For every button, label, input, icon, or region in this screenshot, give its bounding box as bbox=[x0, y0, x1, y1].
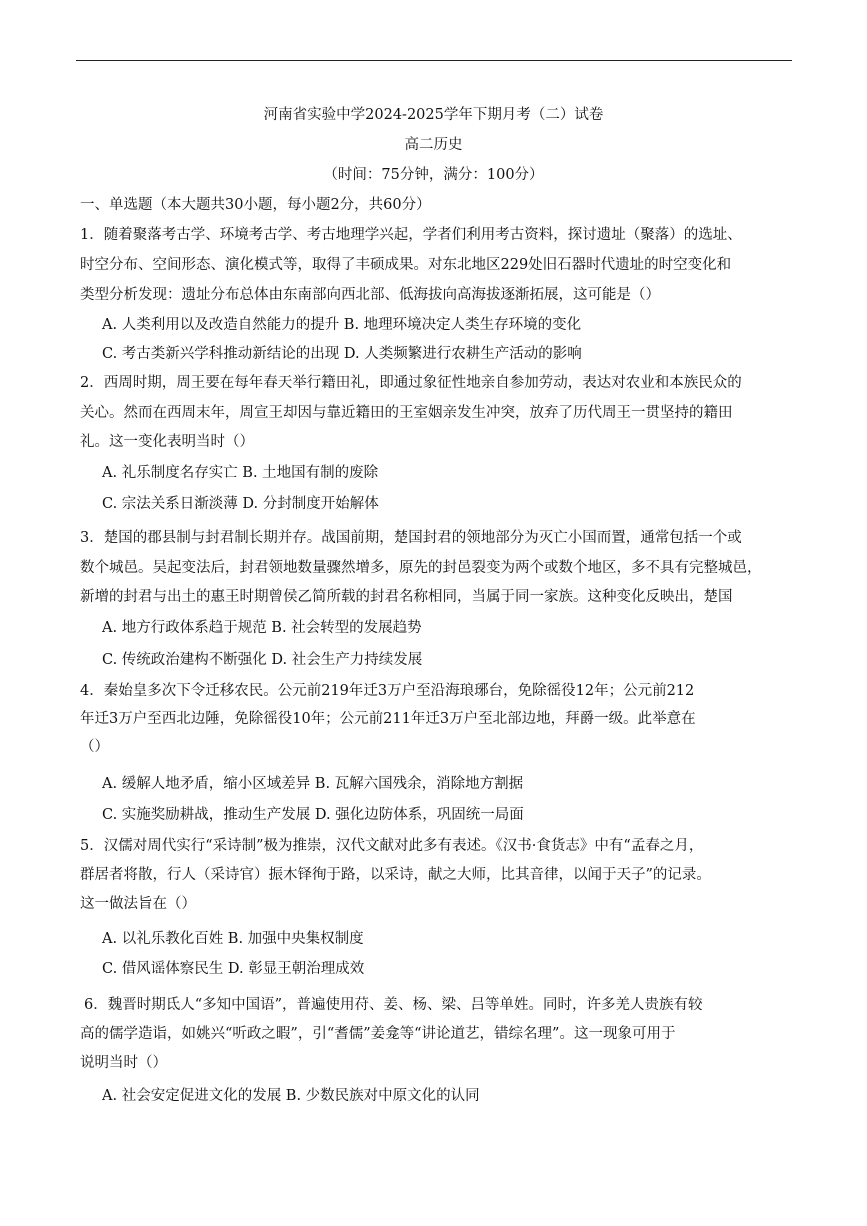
question-stem-line: 1．随着聚落考古学、环境考古学、考古地理学兴起，学者们利用考古资料，探讨遗址（聚落）的选址、 bbox=[80, 227, 742, 243]
question-stem-line: 4．秦始皇多次下令迁移农民。公元前219年迁3万户至沿海琅琊台，免除徭役12年；公元前212 bbox=[80, 683, 695, 699]
question-stem-line: 礼。这一变化表明当时（） bbox=[80, 434, 254, 450]
question-stem-line: 年迁3万户至西北边陲，免除徭役10年；公元前211年迁3万户至北部边地，拜爵一级。此举意在 bbox=[80, 711, 696, 727]
question-options-line: C. 考古类新兴学科推动新结论的出现 D. 人类频繁进行农耕生产活动的影响 bbox=[102, 346, 582, 362]
question-options-line: A. 礼乐制度名存实亡 B. 土地国有制的废除 bbox=[102, 465, 379, 481]
exam-subject: 高二历史 bbox=[404, 137, 463, 153]
question-options-line: C. 借风谣体察民生 D. 彰显王朝治理成效 bbox=[102, 961, 365, 977]
question-options-line: A. 社会安定促进文化的发展 B. 少数民族对中原文化的认同 bbox=[102, 1088, 480, 1104]
question-stem-line: 3．楚国的郡县制与封君制长期并存。战国前期，楚国封君的领地部分为灭亡小国而置，通常包括一个或 bbox=[80, 530, 742, 546]
exam-meta: （时间：75分钟，满分：100分） bbox=[323, 167, 544, 183]
question-stem-line: 高的儒学造诣，如姚兴“听政之暇”，引“耆儒”姜龛等“讲论道艺，错综名理”。这一现象可用于 bbox=[80, 1026, 676, 1042]
question-options-line: A. 缓解人地矛盾，缩小区域差异 B. 瓦解六国残余，消除地方割据 bbox=[102, 776, 524, 792]
question-stem-line: 群居者将散，行人（采诗官）振木铎徇于路，以采诗，献之大师，比其音律，以闻于天子”的记录。 bbox=[80, 867, 711, 883]
section-heading: 一、单选题（本大题共30小题，每小题2分，共60分） bbox=[80, 197, 431, 213]
top-rule bbox=[76, 60, 792, 61]
question-stem-line: 新增的封君与出土的惠王时期曾侯乙简所载的封君名称相同，当属于同一家族。这种变化反映出，楚国 bbox=[80, 589, 733, 605]
question-options-line: A. 地方行政体系趋于规范 B. 社会转型的发展趋势 bbox=[102, 620, 422, 636]
question-stem-line: 时空分布、空间形态、演化模式等，取得了丰硕成果。对东北地区229处旧石器时代遗址的时空变化和 bbox=[80, 257, 732, 273]
question-stem-line: 说明当时（） bbox=[80, 1055, 167, 1071]
question-stem-line: 5．汉儒对周代实行“采诗制”极为推崇，汉代文献对此多有表述。《汉书·食货志》中有“孟春之月， bbox=[80, 838, 704, 854]
question-stem-line: 关心。然而在西周末年，周宣王却因与靠近籍田的王室姻亲发生冲突，放弃了历代周王一贯坚持的籍田 bbox=[80, 405, 733, 421]
question-stem-line: 数个城邑。吴起变法后，封君领地数量骤然增多，原先的封邑裂变为两个或数个地区，多不具有完整城邑， bbox=[80, 560, 762, 576]
question-options-line: C. 实施奖励耕战，推动生产发展 D. 强化边防体系，巩固统一局面 bbox=[102, 807, 524, 823]
question-options-line: A. 以礼乐教化百姓 B. 加强中央集权制度 bbox=[102, 931, 364, 947]
question-options-line: A. 人类利用以及改造自然能力的提升 B. 地理环境决定人类生存环境的变化 bbox=[102, 317, 582, 333]
exam-title: 河南省实验中学2024-2025学年下期月考（二）试卷 bbox=[263, 107, 604, 123]
question-stem-line: 这一做法旨在（） bbox=[80, 896, 196, 912]
question-stem-line: 类型分析发现：遗址分布总体由东南部向西北部、低海拔向高海拔逐渐拓展，这可能是（） bbox=[80, 287, 660, 303]
question-stem-line: 2．西周时期，周王要在每年春天举行籍田礼，即通过象征性地亲自参加劳动，表达对农业和本族民众的 bbox=[80, 375, 742, 391]
question-options-line: C. 宗法关系日渐淡薄 D. 分封制度开始解体 bbox=[102, 496, 379, 512]
question-stem-line: （） bbox=[80, 739, 109, 755]
question-stem-line: 6．魏晋时期氐人“多知中国语”，普遍使用苻、姜、杨、梁、吕等单姓。同时，许多羌人贵族有较 bbox=[84, 997, 703, 1013]
question-options-line: C. 传统政治建构不断强化 D. 社会生产力持续发展 bbox=[102, 652, 423, 668]
